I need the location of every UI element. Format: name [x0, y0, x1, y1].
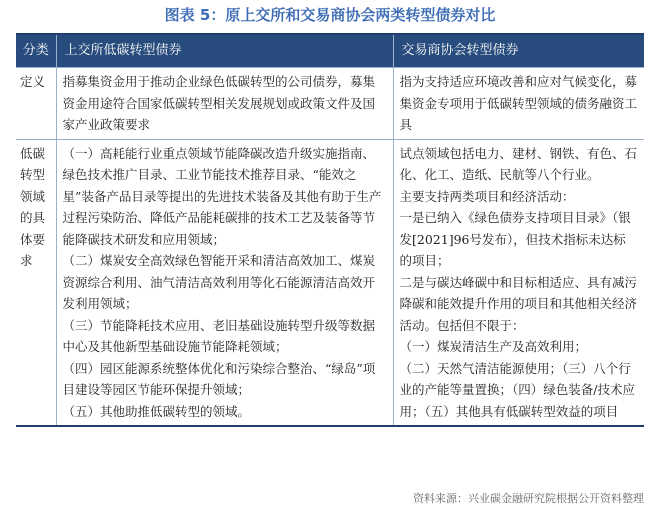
- figure-title: 图表 5：原上交所和交易商协会两类转型债券对比: [164, 6, 496, 24]
- row-label-definition: 定义: [16, 68, 56, 140]
- paragraph: （二）煤炭安全高效绿色智能开采和清洁高效加工、煤炭资源综合利用、油气清洁高效利用等化石能源清洁高效开发利用领域；: [62, 253, 376, 311]
- header-sse: 上交所低碳转型债券: [56, 34, 393, 68]
- paragraph: （五）其他助推低碳转型的领域。: [62, 403, 251, 419]
- table-row-requirements: [16, 139, 644, 426]
- row-label-requirements: 低碳转型领域的具体要求: [16, 139, 56, 426]
- paragraph: 二是与碳达峰碳中和目标相适应、具有减污降碳和能效提升作用的项目和其他相关经济活动。包括但不限于：: [399, 274, 638, 333]
- cell-nafmii-requirements: [393, 139, 644, 426]
- cell-nafmii-definition: [393, 68, 644, 140]
- paragraph: 指募集资金用于推动企业绿色低碳转型的公司债券，募集资金用途符合国家低碳转型相关发展规划或政策文件及国家产业政策要求: [62, 74, 376, 132]
- paragraph: （一）煤炭清洁生产及高效利用；: [399, 339, 588, 354]
- paragraph: （三）节能降耗技术应用、老旧基础设施转型升级等数据中心及其他新型基础设施节能降耗领域；: [62, 317, 376, 354]
- header-category: 分类: [16, 34, 56, 68]
- paragraph: 一是已纳入《绿色债券支持项目目录》（银发[2021]96号发布），但技术指标未达标的项目；: [399, 210, 631, 268]
- header-nafmii: 交易商协会转型债券: [393, 34, 644, 68]
- paragraph: （一）高耗能行业重点领域节能降碳改造升级实施指南、绿色技术推广目录、工业节能技术推荐目录、“能效之星”装备产品目录等提出的先进技术装备及其他有助于生产过程污染防治、降低产品能耗碳排的技术工艺及装备等节能降碳技术研发和应用领域；: [62, 145, 382, 247]
- source-note: 资料来源：兴业碳金融研究院根据公开资料整理: [413, 492, 644, 505]
- paragraph: （四）园区能源系统整体优化和污染综合整治、“绿岛”项目建设等园区节能环保提升领域；: [62, 360, 376, 397]
- table-row-definition: [16, 68, 644, 140]
- paragraph: 指为支持适应环境改善和应对气候变化，募集资金专项用于低碳转型领域的债务融资工具: [399, 74, 638, 132]
- cell-sse-definition: [56, 68, 393, 140]
- comparison-table: [16, 33, 644, 427]
- paragraph: 试点领域包括电力、建材、钢铁、有色、石化、化工、造纸、民航等八个行业。: [399, 145, 638, 182]
- table-header-row: [16, 34, 644, 68]
- paragraph: 主要支持两类项目和经济活动：: [399, 188, 575, 204]
- paragraph: （二）天然气清洁能源使用；（三）八个行业的产能等量置换；（四）绿色装备/技术应用；（五）其他具有低碳转型效益的项目: [399, 360, 635, 419]
- cell-sse-requirements: [56, 139, 393, 426]
